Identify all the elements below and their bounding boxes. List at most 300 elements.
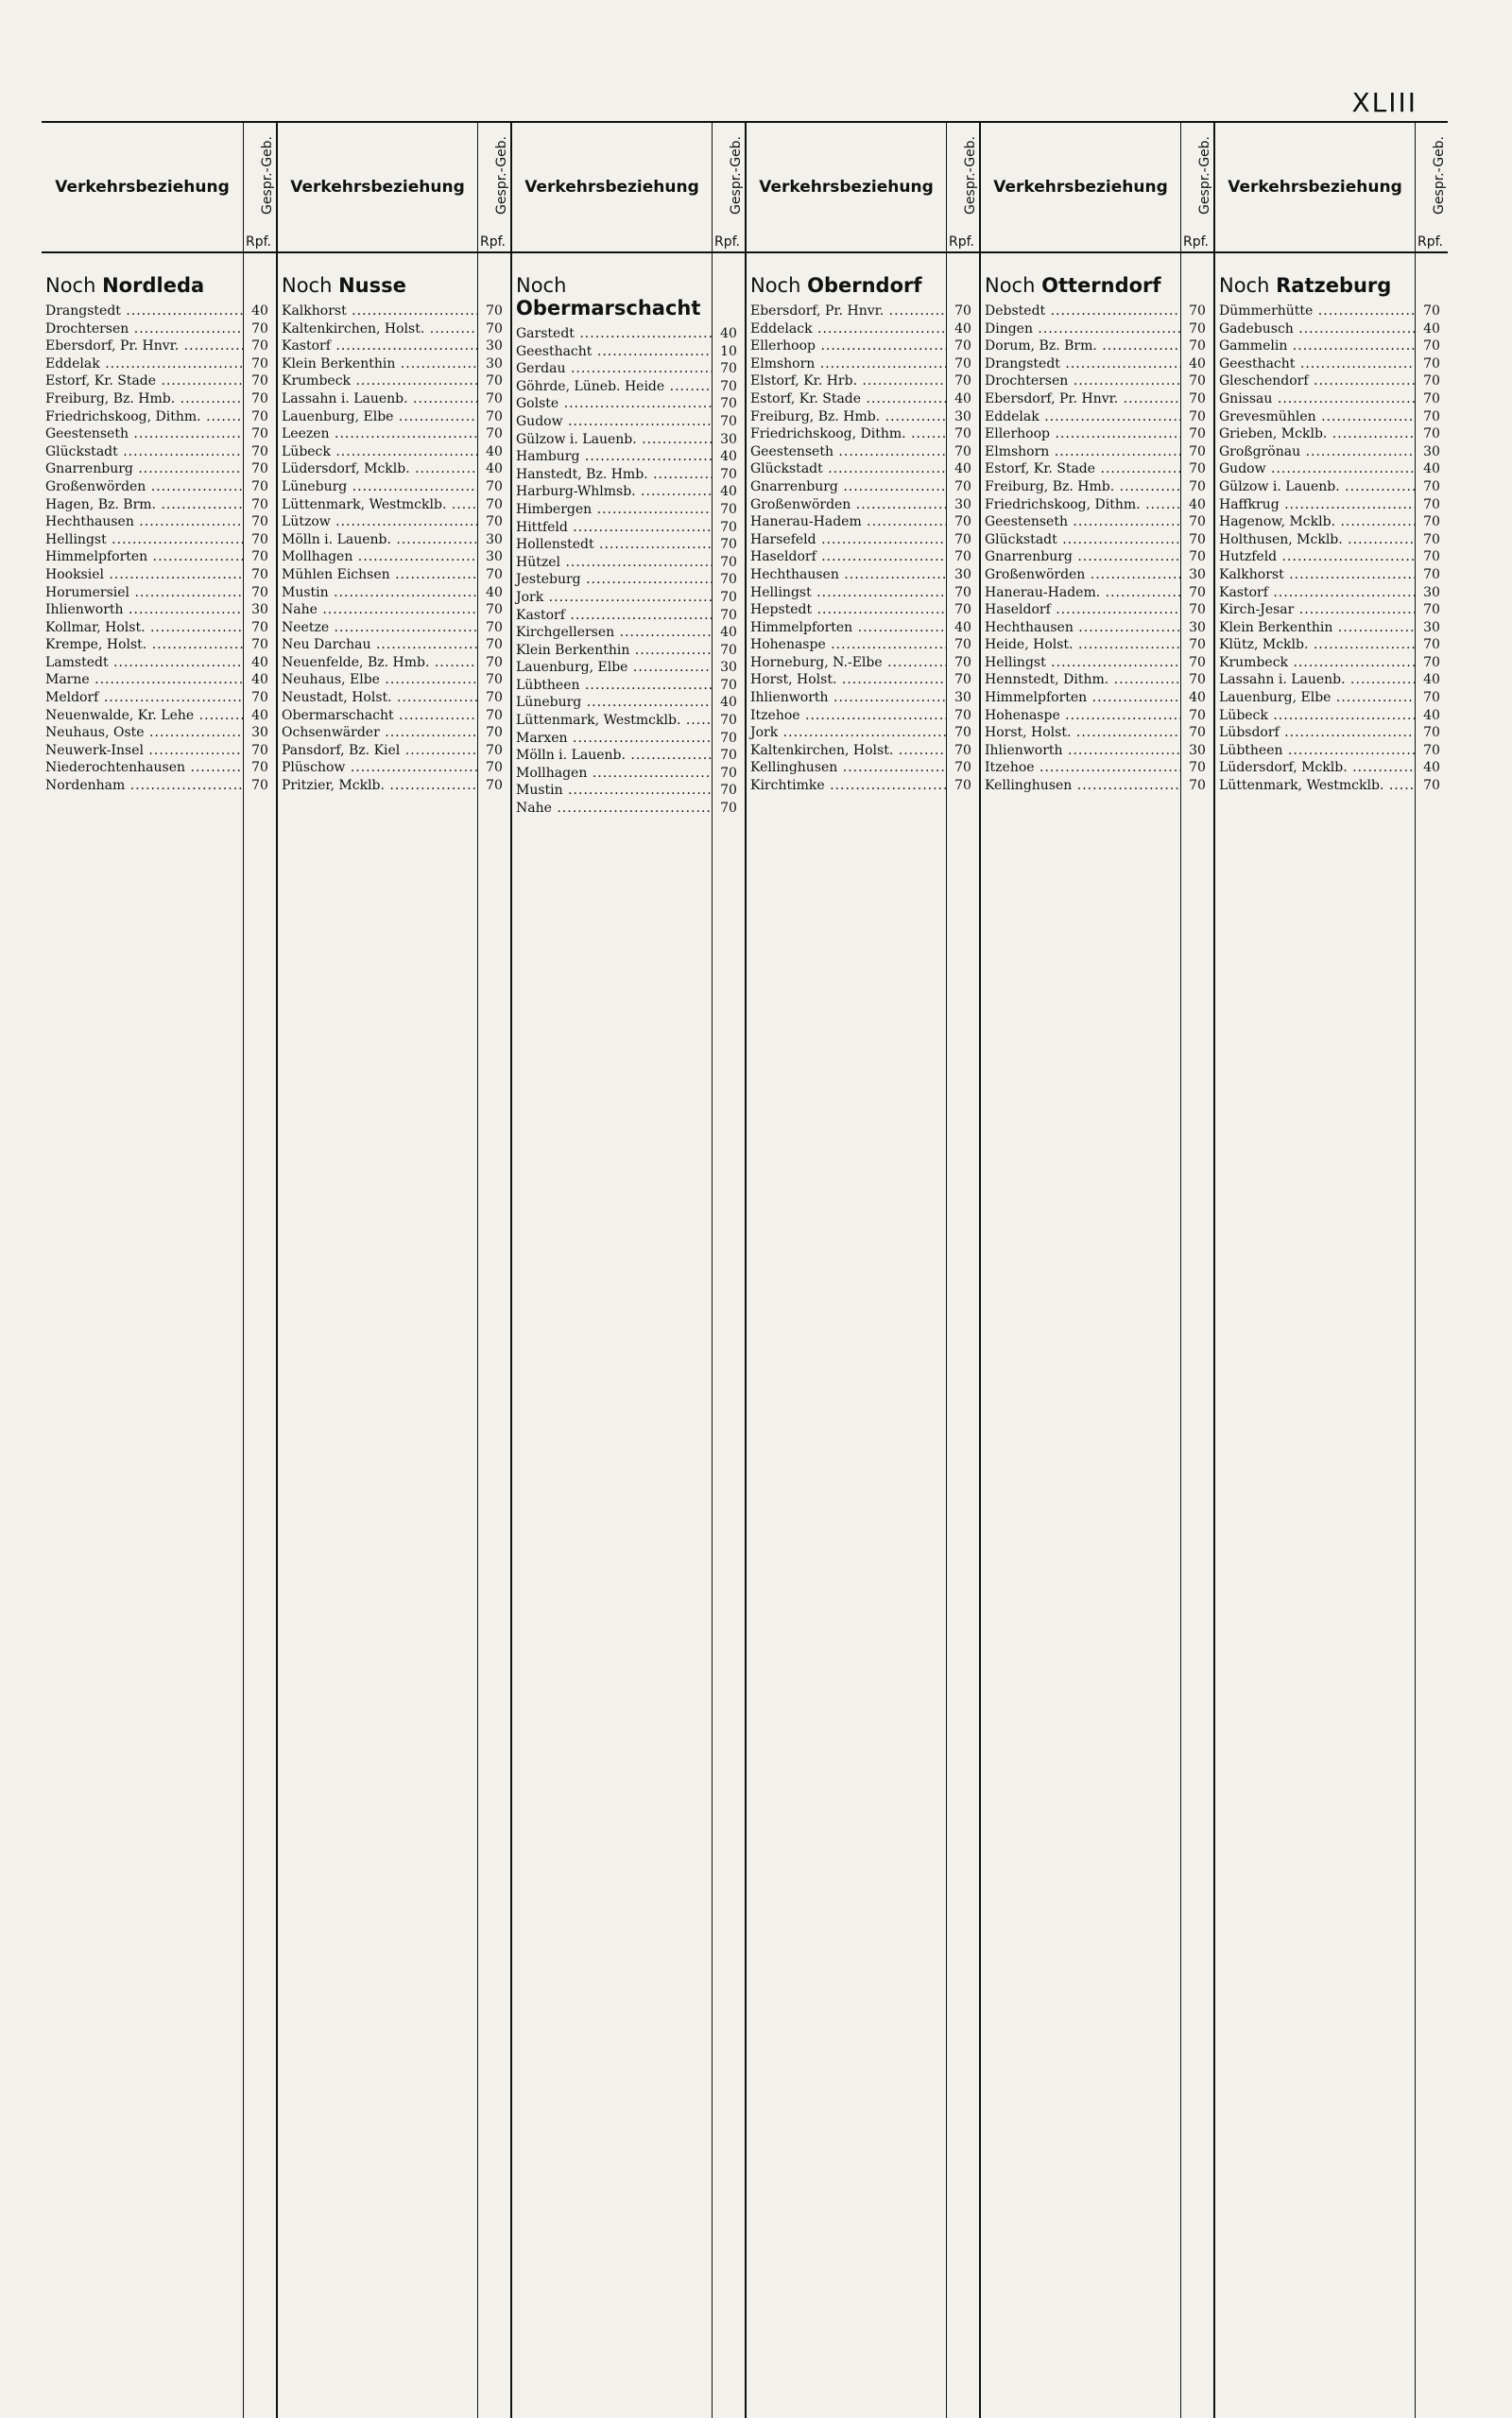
table-body xyxy=(42,253,1448,2418)
place-name: Pansdorf, Bz. Kiel ..... xyxy=(278,742,478,760)
directory-entry xyxy=(42,584,276,602)
place-name: Elmshorn ..... xyxy=(981,443,1181,461)
place-name: Neuhaus, Elbe ..... xyxy=(278,671,478,689)
call-fee: 40 xyxy=(720,625,737,641)
call-fee: 70 xyxy=(1189,373,1206,389)
call-fee: 30 xyxy=(954,408,971,424)
fee-header xyxy=(712,123,745,251)
call-fee: 70 xyxy=(251,408,268,424)
call-fee: 70 xyxy=(251,778,268,794)
directory-entry xyxy=(981,724,1213,742)
call-fee: 70 xyxy=(1423,566,1440,582)
directory-entry xyxy=(747,320,979,338)
call-fee: 40 xyxy=(486,443,503,459)
directory-entry xyxy=(278,742,510,760)
call-fee: 40 xyxy=(251,654,268,670)
call-fee: 70 xyxy=(720,396,737,412)
call-fee: 70 xyxy=(954,637,971,653)
directory-entry xyxy=(1215,548,1448,566)
fee-unit: Rpf. xyxy=(1183,234,1209,250)
place-name: Hagenow, Mcklb. ..... xyxy=(1215,513,1416,531)
call-fee: 70 xyxy=(251,320,268,337)
section-name: Obermarschacht xyxy=(516,297,701,320)
call-fee: 70 xyxy=(486,654,503,670)
place-name: Krumbeck ..... xyxy=(1215,654,1416,672)
directory-entry xyxy=(42,636,276,654)
place-name: Gudow ..... xyxy=(1215,460,1416,478)
place-name: Drangstedt ..... xyxy=(981,355,1181,373)
place-name: Mustin ..... xyxy=(278,584,478,602)
place-name: Kaltenkirchen, Holst. ..... xyxy=(278,320,478,338)
directory-entry xyxy=(747,443,979,461)
call-fee: 70 xyxy=(954,373,971,389)
directory-entry xyxy=(42,566,276,584)
column-header xyxy=(510,123,745,251)
call-fee: 70 xyxy=(1423,355,1440,371)
place-name: Himmelpforten ..... xyxy=(981,689,1181,707)
directory-entry xyxy=(278,496,510,514)
directory-entry xyxy=(981,654,1213,672)
column-header xyxy=(979,123,1213,251)
place-name: Friedrichskoog, Dithm. ..... xyxy=(747,425,947,443)
directory-entry xyxy=(981,320,1213,338)
place-name: Estorf, Kr. Stade ..... xyxy=(981,460,1181,478)
place-name: Geestenseth ..... xyxy=(747,443,947,461)
directory-entry xyxy=(512,607,745,625)
relation-header: Verkehrsbeziehung xyxy=(1228,178,1402,197)
directory-entry xyxy=(1215,689,1448,707)
place-name: Ochsenwärder ..... xyxy=(278,724,478,742)
call-fee: 30 xyxy=(720,431,737,447)
call-fee: 70 xyxy=(486,514,503,530)
call-fee: 70 xyxy=(720,677,737,693)
place-name: Haffkrug ..... xyxy=(1215,496,1416,514)
place-name: Ebersdorf, Pr. Hnvr. ..... xyxy=(747,302,947,320)
directory-entry xyxy=(42,390,276,408)
place-name: Niederochtenhausen ..... xyxy=(42,759,244,777)
directory-entry xyxy=(981,636,1213,654)
call-fee: 70 xyxy=(1189,760,1206,776)
call-fee: 70 xyxy=(1423,338,1440,354)
place-name: Kastorf ..... xyxy=(278,337,478,355)
directory-entry xyxy=(42,689,276,707)
directory-entry xyxy=(42,496,276,514)
call-fee: 70 xyxy=(1189,338,1206,354)
call-fee: 40 xyxy=(1189,690,1206,706)
place-name: Marxen ..... xyxy=(512,730,713,748)
place-name: Golste ..... xyxy=(512,395,713,413)
place-name: Lützow ..... xyxy=(278,513,478,531)
fee-label: Gespr.-Geb. xyxy=(1432,136,1447,215)
place-name: Holthusen, Mcklb. ..... xyxy=(1215,531,1416,549)
call-fee: 70 xyxy=(251,355,268,371)
place-name: Heide, Holst. ..... xyxy=(981,636,1181,654)
call-fee: 70 xyxy=(251,549,268,565)
call-fee: 70 xyxy=(486,390,503,406)
place-name: Hanstedt, Bz. Hmb. ..... xyxy=(512,466,713,484)
call-fee: 70 xyxy=(954,355,971,371)
section-prefix: Noch xyxy=(516,274,567,297)
place-name: Lauenburg, Elbe ..... xyxy=(512,659,713,677)
directory-entry xyxy=(1215,566,1448,584)
directory-entry xyxy=(512,395,745,413)
call-fee: 70 xyxy=(954,760,971,776)
directory-column xyxy=(42,253,276,2418)
directory-entry xyxy=(747,636,979,654)
call-fee: 30 xyxy=(1423,443,1440,459)
directory-entry xyxy=(1215,372,1448,390)
call-fee: 70 xyxy=(1423,514,1440,530)
place-name: Hanerau-Hadem ..... xyxy=(747,513,947,531)
place-name: Lübsdorf ..... xyxy=(1215,724,1416,742)
place-name: Elstorf, Kr. Hrb. ..... xyxy=(747,372,947,390)
place-name: Kellinghusen ..... xyxy=(981,777,1181,795)
directory-table xyxy=(42,121,1448,2418)
call-fee: 70 xyxy=(1189,320,1206,337)
call-fee: 40 xyxy=(486,461,503,477)
place-name: Freiburg, Bz. Hmb. ..... xyxy=(42,390,244,408)
place-name: Estorf, Kr. Stade ..... xyxy=(42,372,244,390)
place-name: Ihlienworth ..... xyxy=(747,689,947,707)
call-fee: 40 xyxy=(720,695,737,711)
call-fee: 30 xyxy=(251,725,268,741)
fee-unit: Rpf. xyxy=(480,234,506,250)
directory-entry xyxy=(1215,742,1448,760)
place-name: Neuwerk-Insel ..... xyxy=(42,742,244,760)
place-name: Jork ..... xyxy=(512,589,713,607)
call-fee: 70 xyxy=(486,303,503,319)
place-name: Hellingst ..... xyxy=(42,531,244,549)
place-name: Krempe, Holst. ..... xyxy=(42,636,244,654)
directory-entry xyxy=(981,777,1213,795)
call-fee: 70 xyxy=(251,496,268,512)
directory-entry xyxy=(278,759,510,777)
call-fee: 70 xyxy=(720,730,737,746)
place-name: Freiburg, Bz. Hmb. ..... xyxy=(747,408,947,426)
call-fee: 70 xyxy=(720,361,737,377)
call-fee: 70 xyxy=(251,637,268,653)
place-name: Pritzier, Mcklb. ..... xyxy=(278,777,478,795)
directory-entry xyxy=(747,584,979,602)
place-name: Elmshorn ..... xyxy=(747,355,947,373)
section-prefix: Noch xyxy=(750,274,801,297)
directory-entry xyxy=(981,496,1213,514)
call-fee: 70 xyxy=(954,443,971,459)
directory-entry xyxy=(512,360,745,378)
place-name: Lüttenmark, Westmcklb. ..... xyxy=(278,496,478,514)
call-fee: 70 xyxy=(1423,690,1440,706)
place-name: Nordenham ..... xyxy=(42,777,244,795)
place-name: Gnarrenburg ..... xyxy=(42,460,244,478)
call-fee: 70 xyxy=(486,408,503,424)
directory-column xyxy=(1213,253,1448,2418)
call-fee: 70 xyxy=(720,642,737,658)
directory-entry xyxy=(981,443,1213,461)
place-name: Gerdau ..... xyxy=(512,360,713,378)
directory-entry xyxy=(981,390,1213,408)
fee-header xyxy=(477,123,510,251)
directory-entry xyxy=(1215,320,1448,338)
place-name: Großenwörden ..... xyxy=(747,496,947,514)
call-fee: 70 xyxy=(954,478,971,494)
directory-entry xyxy=(278,337,510,355)
place-name: Neuhaus, Oste ..... xyxy=(42,724,244,742)
directory-entry xyxy=(42,372,276,390)
place-name: Klein Berkenthin ..... xyxy=(512,642,713,660)
directory-entry xyxy=(1215,636,1448,654)
call-fee: 70 xyxy=(1423,654,1440,670)
place-name: Garstedt ..... xyxy=(512,325,713,343)
call-fee: 70 xyxy=(1423,549,1440,565)
place-name: Gnissau ..... xyxy=(1215,390,1416,408)
call-fee: 70 xyxy=(954,672,971,688)
call-fee: 70 xyxy=(1189,725,1206,741)
place-name: Debstedt ..... xyxy=(981,302,1181,320)
call-fee: 30 xyxy=(1423,584,1440,600)
directory-entry xyxy=(981,671,1213,689)
call-fee: 30 xyxy=(954,690,971,706)
place-name: Glückstadt ..... xyxy=(981,531,1181,549)
section-name: Otterndorf xyxy=(1041,274,1161,297)
place-name: Ellerhoop ..... xyxy=(981,425,1181,443)
call-fee: 70 xyxy=(954,602,971,618)
directory-entry xyxy=(278,320,510,338)
call-fee: 30 xyxy=(486,338,503,354)
place-name: Neu Darchau ..... xyxy=(278,636,478,654)
directory-entry xyxy=(1215,777,1448,795)
directory-entry xyxy=(512,589,745,607)
place-name: Ihlienworth ..... xyxy=(981,742,1181,760)
call-fee: 70 xyxy=(954,514,971,530)
place-name: Lüttenmark, Westmcklb. ..... xyxy=(1215,777,1416,795)
call-fee: 70 xyxy=(954,531,971,547)
place-name: Eddelak ..... xyxy=(981,408,1181,426)
place-name: Hellingst ..... xyxy=(981,654,1181,672)
call-fee: 70 xyxy=(486,672,503,688)
call-fee: 40 xyxy=(251,303,268,319)
directory-entry xyxy=(42,707,276,725)
directory-entry xyxy=(278,654,510,672)
call-fee: 30 xyxy=(954,496,971,512)
place-name: Hohenaspe ..... xyxy=(747,636,947,654)
relation-header: Verkehrsbeziehung xyxy=(993,178,1168,197)
directory-entry xyxy=(278,355,510,373)
call-fee: 70 xyxy=(251,514,268,530)
place-name: Nahe ..... xyxy=(278,601,478,619)
section-name: Nusse xyxy=(338,274,406,297)
place-name: Jork ..... xyxy=(747,724,947,742)
call-fee: 70 xyxy=(954,742,971,758)
fee-label: Gespr.-Geb. xyxy=(494,136,509,215)
relation-header: Verkehrsbeziehung xyxy=(290,178,465,197)
section-name: Oberndorf xyxy=(807,274,922,297)
place-name: Drochtersen ..... xyxy=(981,372,1181,390)
directory-entry xyxy=(512,483,745,501)
call-fee: 70 xyxy=(1423,426,1440,442)
call-fee: 70 xyxy=(720,466,737,482)
directory-entry xyxy=(981,425,1213,443)
call-fee: 70 xyxy=(1423,373,1440,389)
directory-entry xyxy=(747,302,979,320)
call-fee: 40 xyxy=(1423,707,1440,723)
place-name: Neustadt, Holst. ..... xyxy=(278,689,478,707)
directory-entry xyxy=(278,443,510,461)
call-fee: 40 xyxy=(954,390,971,406)
call-fee: 40 xyxy=(1423,672,1440,688)
place-name: Kastorf ..... xyxy=(512,607,713,625)
call-fee: 40 xyxy=(1189,355,1206,371)
place-name: Geestenseth ..... xyxy=(42,425,244,443)
call-fee: 40 xyxy=(251,672,268,688)
place-name: Eddelak ..... xyxy=(42,355,244,373)
section-title xyxy=(42,274,276,302)
directory-entry xyxy=(512,712,745,730)
call-fee: 70 xyxy=(954,549,971,565)
directory-entry xyxy=(512,466,745,484)
section-prefix: Noch xyxy=(45,274,96,297)
call-fee: 70 xyxy=(720,501,737,517)
directory-entry xyxy=(42,601,276,619)
place-name: Hepstedt ..... xyxy=(747,601,947,619)
directory-entry xyxy=(747,566,979,584)
section-name: Ratzeburg xyxy=(1276,274,1392,297)
section-prefix: Noch xyxy=(985,274,1036,297)
directory-entry xyxy=(981,337,1213,355)
place-name: Hittfeld ..... xyxy=(512,519,713,537)
place-name: Gammelin ..... xyxy=(1215,337,1416,355)
directory-entry xyxy=(512,677,745,695)
call-fee: 40 xyxy=(720,449,737,465)
directory-entry xyxy=(747,707,979,725)
call-fee: 70 xyxy=(1189,549,1206,565)
fee-unit: Rpf. xyxy=(949,234,974,250)
call-fee: 10 xyxy=(720,343,737,359)
directory-entry xyxy=(278,636,510,654)
directory-entry xyxy=(981,742,1213,760)
call-fee: 70 xyxy=(1189,303,1206,319)
directory-entry xyxy=(42,777,276,795)
place-name: Krumbeck ..... xyxy=(278,372,478,390)
directory-entry xyxy=(1215,724,1448,742)
place-name: Haseldorf ..... xyxy=(747,548,947,566)
place-name: Itzehoe ..... xyxy=(981,759,1181,777)
call-fee: 70 xyxy=(1189,461,1206,477)
place-name: Hennstedt, Dithm. ..... xyxy=(981,671,1181,689)
call-fee: 70 xyxy=(954,584,971,600)
place-name: Kirch-Jesar ..... xyxy=(1215,601,1416,619)
place-name: Harburg-Whlmsb. ..... xyxy=(512,483,713,501)
place-name: Hützel ..... xyxy=(512,554,713,572)
directory-entry xyxy=(512,554,745,572)
place-name: Haseldorf ..... xyxy=(981,601,1181,619)
page-number: XLIII xyxy=(1351,87,1418,118)
call-fee: 70 xyxy=(954,654,971,670)
call-fee: 70 xyxy=(251,461,268,477)
directory-entry xyxy=(1215,654,1448,672)
fee-header xyxy=(1180,123,1213,251)
place-name: Ebersdorf, Pr. Hnvr. ..... xyxy=(42,337,244,355)
call-fee: 70 xyxy=(720,572,737,588)
call-fee: 70 xyxy=(251,690,268,706)
place-name: Gülzow i. Lauenb. ..... xyxy=(1215,478,1416,496)
call-fee: 70 xyxy=(486,566,503,582)
directory-entry xyxy=(42,337,276,355)
directory-entry xyxy=(278,302,510,320)
call-fee: 70 xyxy=(1189,637,1206,653)
call-fee: 70 xyxy=(954,707,971,723)
place-name: Klein Berkenthin ..... xyxy=(1215,619,1416,637)
call-fee: 70 xyxy=(251,584,268,600)
directory-entry xyxy=(42,460,276,478)
directory-entry xyxy=(981,408,1213,426)
directory-entry xyxy=(1215,531,1448,549)
directory-entry xyxy=(278,425,510,443)
fee-header xyxy=(243,123,276,251)
directory-entry xyxy=(981,355,1213,373)
directory-entry xyxy=(278,601,510,619)
place-name: Gleschendorf ..... xyxy=(1215,372,1416,390)
place-name: Kellinghusen ..... xyxy=(747,759,947,777)
fee-unit: Rpf. xyxy=(1418,234,1443,250)
place-name: Gnarrenburg ..... xyxy=(747,478,947,496)
call-fee: 70 xyxy=(486,637,503,653)
directory-entry xyxy=(278,513,510,531)
call-fee: 70 xyxy=(486,690,503,706)
call-fee: 40 xyxy=(1189,496,1206,512)
call-fee: 70 xyxy=(1189,672,1206,688)
directory-entry xyxy=(981,619,1213,637)
directory-entry xyxy=(747,724,979,742)
directory-entry xyxy=(981,584,1213,602)
fee-label: Gespr.-Geb. xyxy=(1197,136,1212,215)
place-name: Lauenburg, Elbe ..... xyxy=(1215,689,1416,707)
directory-entry xyxy=(42,619,276,637)
call-fee: 40 xyxy=(954,619,971,635)
directory-entry xyxy=(278,372,510,390)
place-name: Hutzfeld ..... xyxy=(1215,548,1416,566)
call-fee: 30 xyxy=(1423,619,1440,635)
directory-entry xyxy=(512,782,745,800)
column-header xyxy=(276,123,510,251)
directory-entry xyxy=(42,531,276,549)
place-name: Glückstadt ..... xyxy=(42,443,244,461)
call-fee: 70 xyxy=(486,602,503,618)
call-fee: 70 xyxy=(486,426,503,442)
place-name: Obermarschacht ..... xyxy=(278,707,478,725)
place-name: Grevesmühlen ..... xyxy=(1215,408,1416,426)
directory-entry xyxy=(747,654,979,672)
place-name: Horumersiel ..... xyxy=(42,584,244,602)
place-name: Freiburg, Bz. Hmb. ..... xyxy=(981,478,1181,496)
directory-entry xyxy=(512,501,745,519)
directory-entry xyxy=(747,513,979,531)
place-name: Geestenseth ..... xyxy=(981,513,1181,531)
call-fee: 40 xyxy=(1423,461,1440,477)
section-title xyxy=(1215,274,1448,302)
place-name: Neuenfelde, Bz. Hmb. ..... xyxy=(278,654,478,672)
directory-entry xyxy=(42,302,276,320)
directory-entry xyxy=(747,619,979,637)
place-name: Leezen ..... xyxy=(278,425,478,443)
call-fee: 70 xyxy=(486,496,503,512)
directory-entry xyxy=(1215,408,1448,426)
place-name: Lüdersdorf, Mcklb. ..... xyxy=(1215,759,1416,777)
place-name: Geesthacht ..... xyxy=(1215,355,1416,373)
place-name: Kalkhorst ..... xyxy=(1215,566,1416,584)
call-fee: 40 xyxy=(251,707,268,723)
call-fee: 70 xyxy=(1423,303,1440,319)
directory-entry xyxy=(747,742,979,760)
